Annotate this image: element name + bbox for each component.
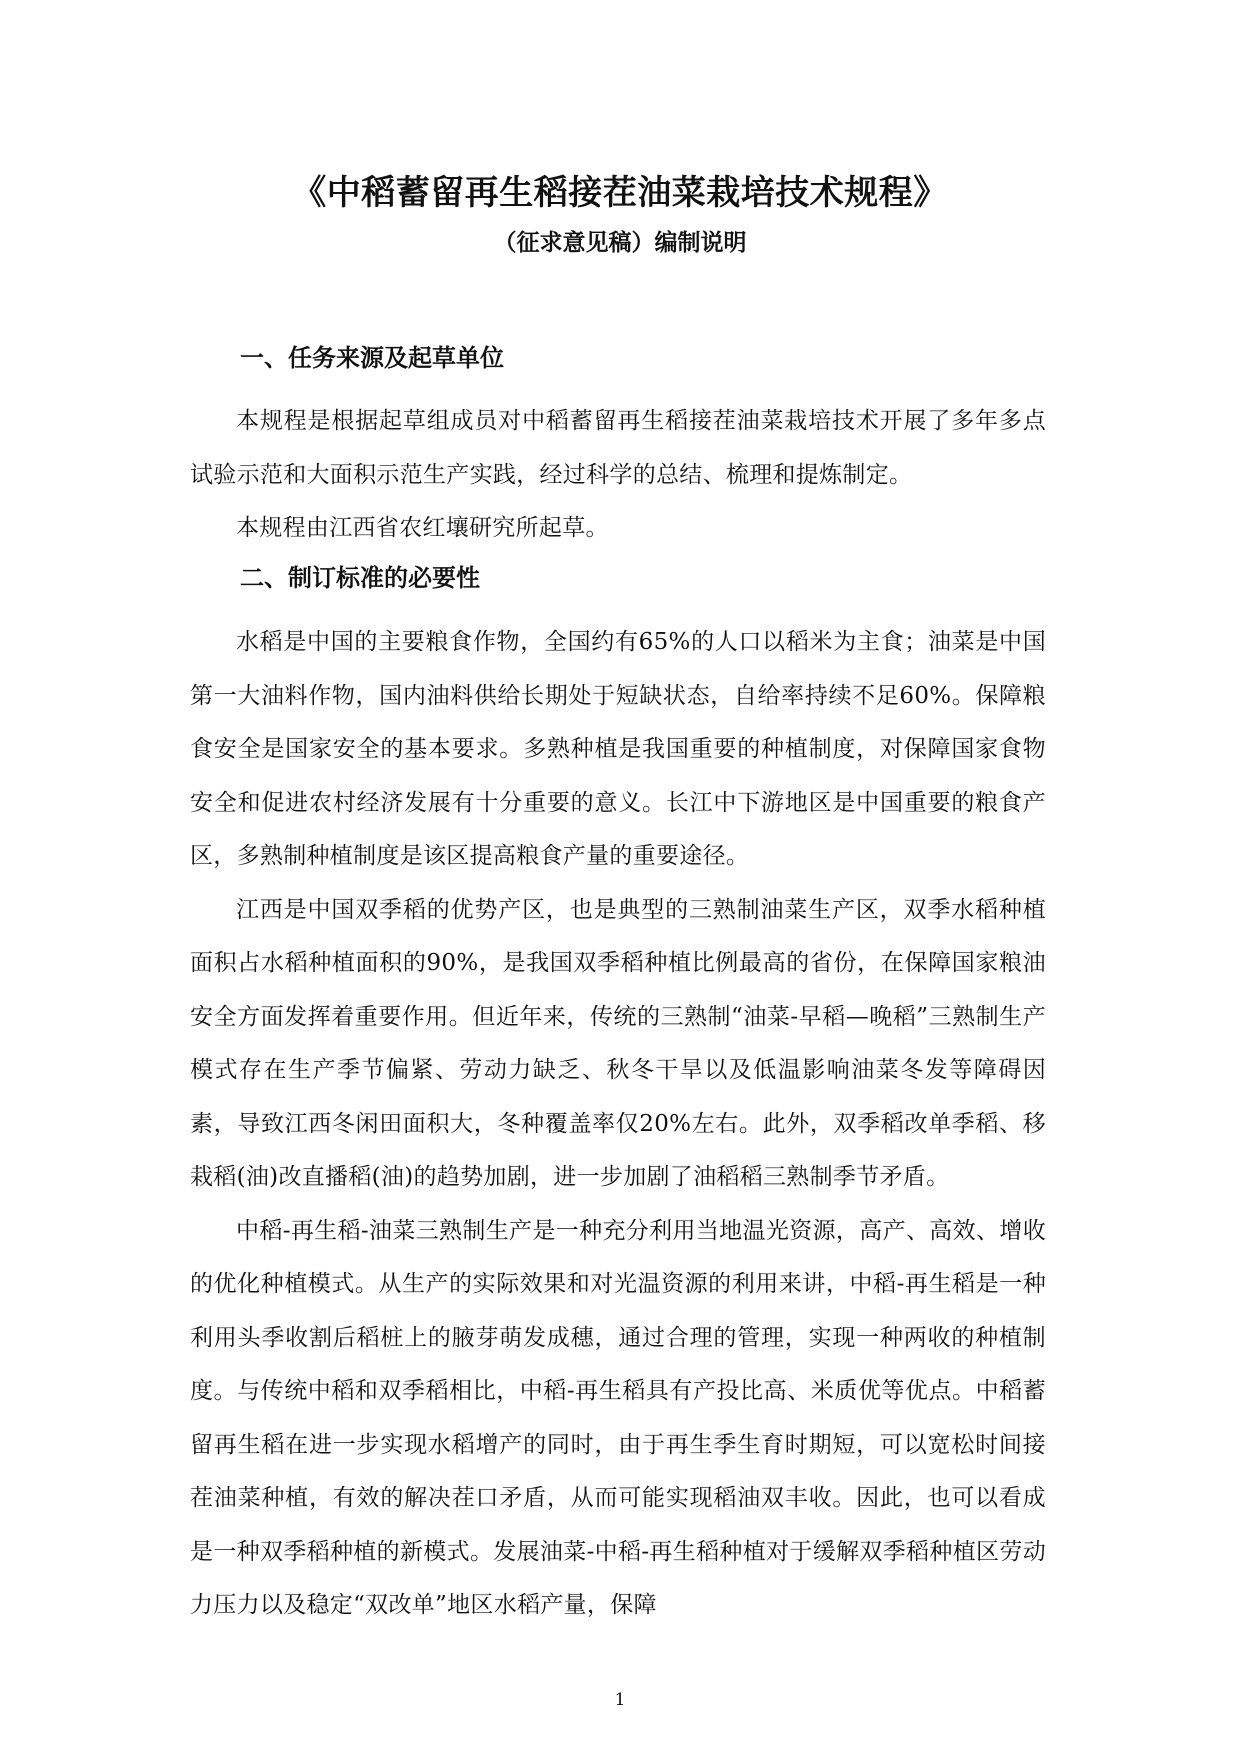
paragraph: 本规程由江西省农红壤研究所起草。: [236, 515, 609, 541]
paragraph: 水稻是中国的主要粮食作物，全国约有65%的人口以稻米为主食；油菜是中国第一大油料作物，国内油料供给长期处于短缺状态，自给率持续不足60%。保障粮食安全是国家安全的基本要求。多熟种植是我国重要的种植制度，对保障国家食物安全和促进农村经济发展有十分重要的意义。长江中下游地区是中国重要的粮食产区，多熟制种植制度是该区提高粮食产量的重要途径。: [190, 629, 1046, 869]
section-body-task-source: [190, 395, 1046, 556]
paragraph: 中稻-再生稻-油菜三熟制生产是一种充分利用当地温光资源，高产、高效、增收的优化种植模式。从生产的实际效果和对光温资源的利用来讲，中稻-再生稻是一种利用头季收割后稻桩上的腋芽萌发成穗，通过合理的管理，实现一种两收的种植制度。与传统中稻和双季稻相比，中稻-再生稻具有产投比高、米质优等优点。中稻蓄留再生稻在进一步实现水稻增产的同时，由于再生季生育时期短，可以宽松时间接茬油菜种植，有效的解决茬口矛盾，从而可能实现稻油双丰收。因此，也可以看成是一种双季稻种植的新模式。发展油菜-中稻-再生稻种植对于缓解双季稻种植区劳动力压力以及稳定“双改单”地区水稻产量，保障: [190, 1217, 1046, 1618]
page-number: 1: [614, 1690, 626, 1710]
document-title: 《中稻蓄留再生稻接茬油菜栽培技术规程》: [292, 173, 948, 213]
section-heading-task-source: 一、任务来源及起草单位: [240, 344, 504, 372]
section-heading-necessity: 二、制订标准的必要性: [240, 564, 480, 592]
document-subtitle: （征求意见稿）编制说明: [493, 230, 747, 256]
paragraph: 江西是中国双季稻的优势产区，也是典型的三熟制油菜生产区，双季水稻种植面积占水稻种植面积的90%，是我国双季稻种植比例最高的省份，在保障国家粮油安全方面发挥着重要作用。但近年来，传统的三熟制“油菜-早稻—晚稻”三熟制生产模式存在生产季节偏紧、劳动力缺乏、秋冬干旱以及低温影响油菜冬发等障碍因素，导致江西冬闲田面积大，冬种覆盖率仅20%左右。此外，双季稻改单季稻、移栽稻(油)改直播稻(油)的趋势加剧，进一步加剧了油稻稻三熟制季节矛盾。: [190, 896, 1046, 1190]
section-body-necessity: [190, 616, 1046, 1633]
paragraph: 本规程是根据起草组成员对中稻蓄留再生稻接茬油菜栽培技术开展了多年多点试验示范和大面积示范生产实践，经过科学的总结、梳理和提炼制定。: [190, 408, 1046, 488]
